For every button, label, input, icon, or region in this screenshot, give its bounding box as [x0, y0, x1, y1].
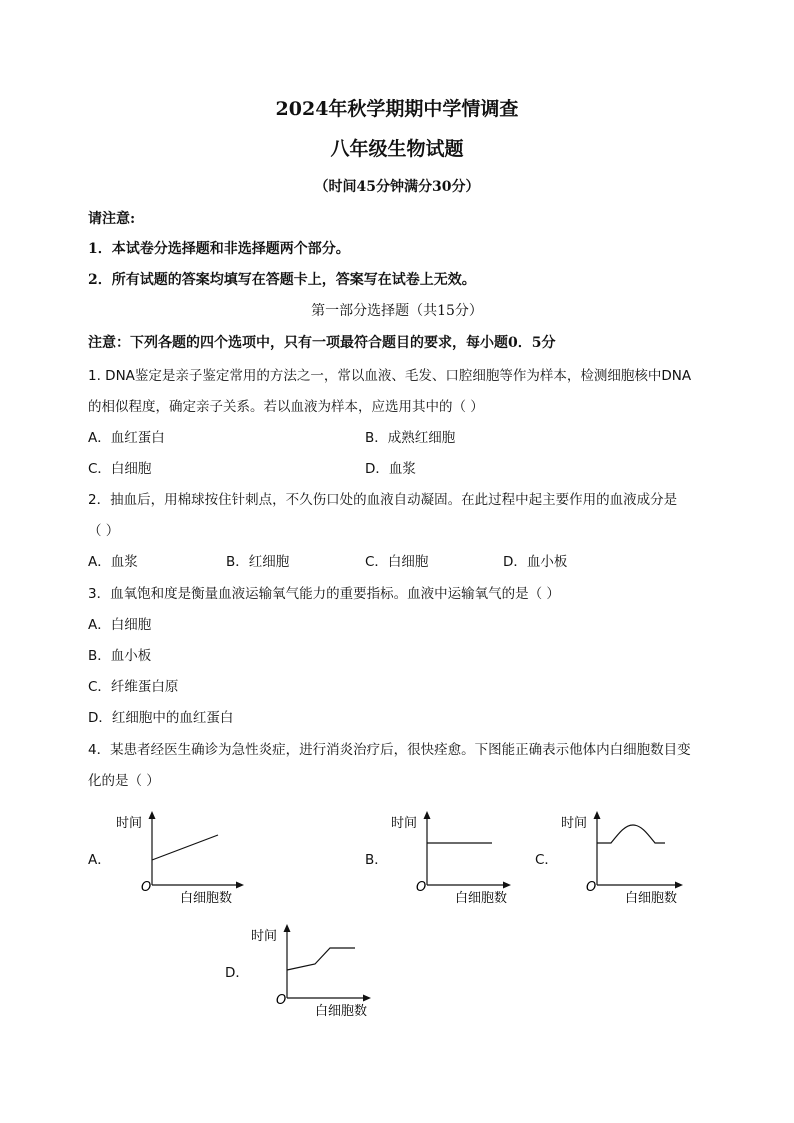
- q4-graph-d[interactable]: [245, 918, 395, 1028]
- q4-option-b-label[interactable]: B．: [365, 852, 388, 868]
- graph-c-curve: [597, 825, 665, 843]
- graph-d-origin: O: [276, 993, 287, 1008]
- graph-b-y-arrow: [424, 811, 431, 819]
- q4-option-c-label[interactable]: C．: [535, 852, 558, 868]
- question-4-stem: 化的是（ ）: [88, 773, 160, 789]
- q1-option-c[interactable]: C．白细胞: [88, 461, 152, 477]
- graph-a-curve: [152, 835, 218, 860]
- graph-a-y-arrow: [149, 811, 156, 819]
- notice-heading: 请注意:: [88, 211, 136, 227]
- graph-b-x-label: 白细胞数: [455, 891, 508, 906]
- section-instruction: 注意：下列各题的四个选项中，只有一项最符合题目的要求，每小题0．5分: [88, 335, 556, 351]
- q3-option-b[interactable]: B．血小板: [88, 648, 152, 664]
- q4-option-d-label[interactable]: D．: [225, 965, 249, 981]
- q3-option-d[interactable]: D．红细胞中的血红蛋白: [88, 710, 234, 726]
- graph-a-x-arrow: [236, 882, 244, 889]
- notice-item: 2．所有试题的答案均填写在答题卡上，答案写在试卷上无效。: [88, 272, 476, 288]
- graph-d-curve: [287, 948, 355, 970]
- graph-d-y-label: 时间: [251, 929, 278, 944]
- graph-c-y-arrow: [594, 811, 601, 819]
- graph-b-origin: O: [416, 880, 427, 895]
- graph-b-y-label: 时间: [391, 816, 418, 831]
- q2-option-b[interactable]: B．红细胞: [226, 554, 290, 570]
- q4-graph-c[interactable]: [555, 805, 705, 915]
- question-1-stem: 的相似程度，确定亲子关系。若以血液为样本，应选用其中的（ ）: [88, 399, 484, 415]
- q3-option-a[interactable]: A．白细胞: [88, 617, 152, 633]
- q2-option-a[interactable]: A．血浆: [88, 554, 138, 570]
- q3-option-c[interactable]: C．纤维蛋白原: [88, 679, 179, 695]
- question-3-stem: 3．血氧饱和度是衡量血液运输氧气能力的重要指标。血液中运输氧气的是（ ）: [88, 586, 560, 602]
- exam-title: 2024年秋学期期中学情调查: [275, 98, 519, 120]
- q4-graph-a[interactable]: [110, 805, 260, 915]
- question-1-stem: 1. DNA鉴定是亲子鉴定常用的方法之一，常以血液、毛发、口腔细胞等作为样本，检测细胞核中DNA: [88, 368, 692, 384]
- graph-d-x-label: 白细胞数: [315, 1004, 368, 1019]
- time-info: （时间45分钟满分30分）: [314, 179, 480, 195]
- q2-option-c[interactable]: C．白细胞: [365, 554, 429, 570]
- q1-option-b[interactable]: B．成熟红细胞: [365, 430, 456, 446]
- graph-d-y-arrow: [284, 924, 291, 932]
- graph-c-x-label: 白细胞数: [625, 891, 678, 906]
- subject-title: 八年级生物试题: [330, 138, 464, 160]
- q4-option-a-label[interactable]: A．: [88, 852, 111, 868]
- q1-option-a[interactable]: A．血红蛋白: [88, 430, 165, 446]
- graph-a-x-label: 白细胞数: [180, 891, 233, 906]
- graph-b-x-arrow: [503, 882, 511, 889]
- notice-item: 1．本试卷分选择题和非选择题两个部分。: [88, 241, 350, 257]
- graph-c-x-arrow: [675, 882, 683, 889]
- q1-option-d[interactable]: D．血浆: [365, 461, 416, 477]
- q4-graph-b[interactable]: [385, 805, 535, 915]
- question-2-stem: 2．抽血后，用棉球按住针刺点，不久伤口处的血液自动凝固。在此过程中起主要作用的血液成分是: [88, 492, 678, 508]
- graph-d-x-arrow: [363, 995, 371, 1002]
- graph-c-origin: O: [586, 880, 597, 895]
- q2-option-d[interactable]: D．血小板: [503, 554, 568, 570]
- graph-a-y-label: 时间: [116, 816, 143, 831]
- question-2-stem: （ ）: [88, 523, 120, 539]
- question-4-stem: 4．某患者经医生确诊为急性炎症，进行消炎治疗后，很快痊愈。下图能正确表示他体内白细胞数目变: [88, 742, 691, 758]
- graph-c-y-label: 时间: [561, 816, 588, 831]
- graph-a-origin: O: [141, 880, 152, 895]
- section-title: 第一部分选择题（共15分）: [311, 303, 483, 319]
